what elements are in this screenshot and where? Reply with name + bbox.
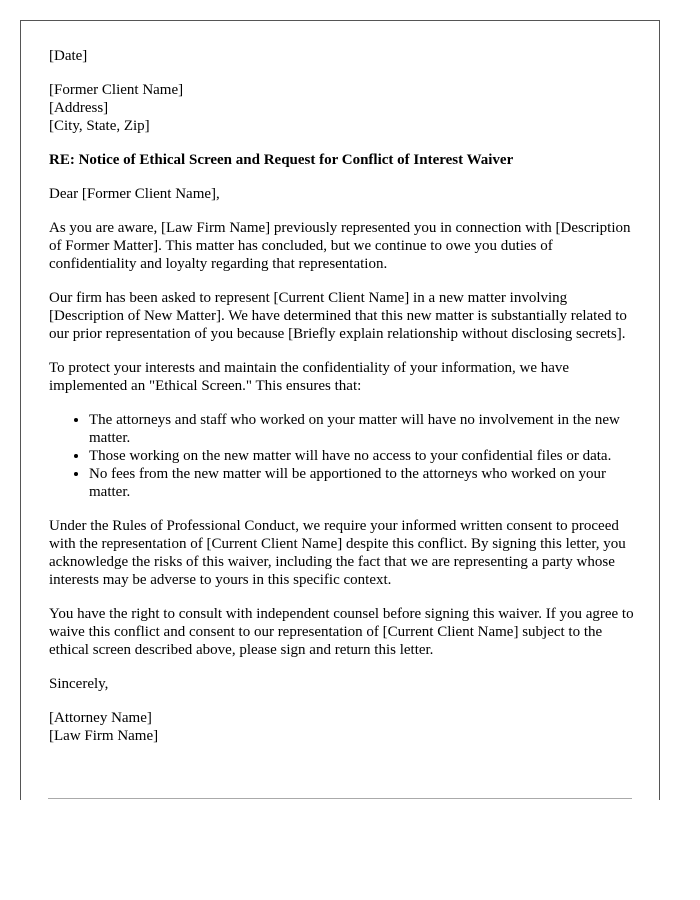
paragraph-new-matter: Our firm has been asked to represent [Current Client Name] in a new matter involving [Description of New Matter]. We have determined that this new matter is substantially related to our prior representation of you because [Briefly explain relationship without disclosing secrets]. xyxy=(49,290,627,342)
salutation: Dear [Former Client Name], xyxy=(49,186,220,202)
signature-block xyxy=(49,709,639,745)
list-item: • Those working on the new matter will have no access to your confidential files or data. xyxy=(89,447,639,465)
letter-date xyxy=(49,47,639,65)
recipient-block xyxy=(49,81,639,135)
recipient-city-state-zip: [City, State, Zip] xyxy=(49,118,150,134)
letter-body xyxy=(49,47,639,761)
attorney-name: [Attorney Name] xyxy=(49,710,152,726)
paragraph-independent-counsel: You have the right to consult with independent counsel before signing this waiver. If you agree to waive this conflict and consent to our representation of [Current Client Name] subject to the ethical screen described above, please sign and return this letter. xyxy=(49,606,634,658)
paragraph-former-representation: As you are aware, [Law Firm Name] previously represented you in connection with [Description of Former Matter]. This matter has concluded, but we continue to owe you duties of confidentiality and loyalty regarding that representation. xyxy=(49,220,631,272)
paragraph-ethical-screen-intro: To protect your interests and maintain the confidentiality of your information, we have implemented an "Ethical Screen." This ensures that: xyxy=(49,360,570,394)
recipient-address: [Address] xyxy=(49,100,109,116)
footer-divider xyxy=(48,798,632,799)
signoff: Sincerely, xyxy=(49,676,109,692)
date-text: [Date] xyxy=(49,48,88,64)
list-item: • No fees from the new matter will be apportioned to the attorneys who worked on your matter. xyxy=(89,465,639,501)
letter-page xyxy=(20,20,660,800)
paragraph-consent-request: Under the Rules of Professional Conduct, we require your informed written consent to proceed with the representation of [Current Client Name] despite this conflict. By signing this letter, you acknowledge the risks of this waiver, including the fact that we are representing a party whose interests may be adverse to yours in this specific context. xyxy=(49,518,626,588)
subject-line: RE: Notice of Ethical Screen and Request for Conflict of Interest Waiver xyxy=(49,152,514,168)
recipient-name: [Former Client Name] xyxy=(49,82,184,98)
firm-name: [Law Firm Name] xyxy=(49,728,159,744)
list-item: • The attorneys and staff who worked on your matter will have no involvement in the new matter. xyxy=(89,411,639,447)
ethical-screen-list xyxy=(49,411,639,501)
